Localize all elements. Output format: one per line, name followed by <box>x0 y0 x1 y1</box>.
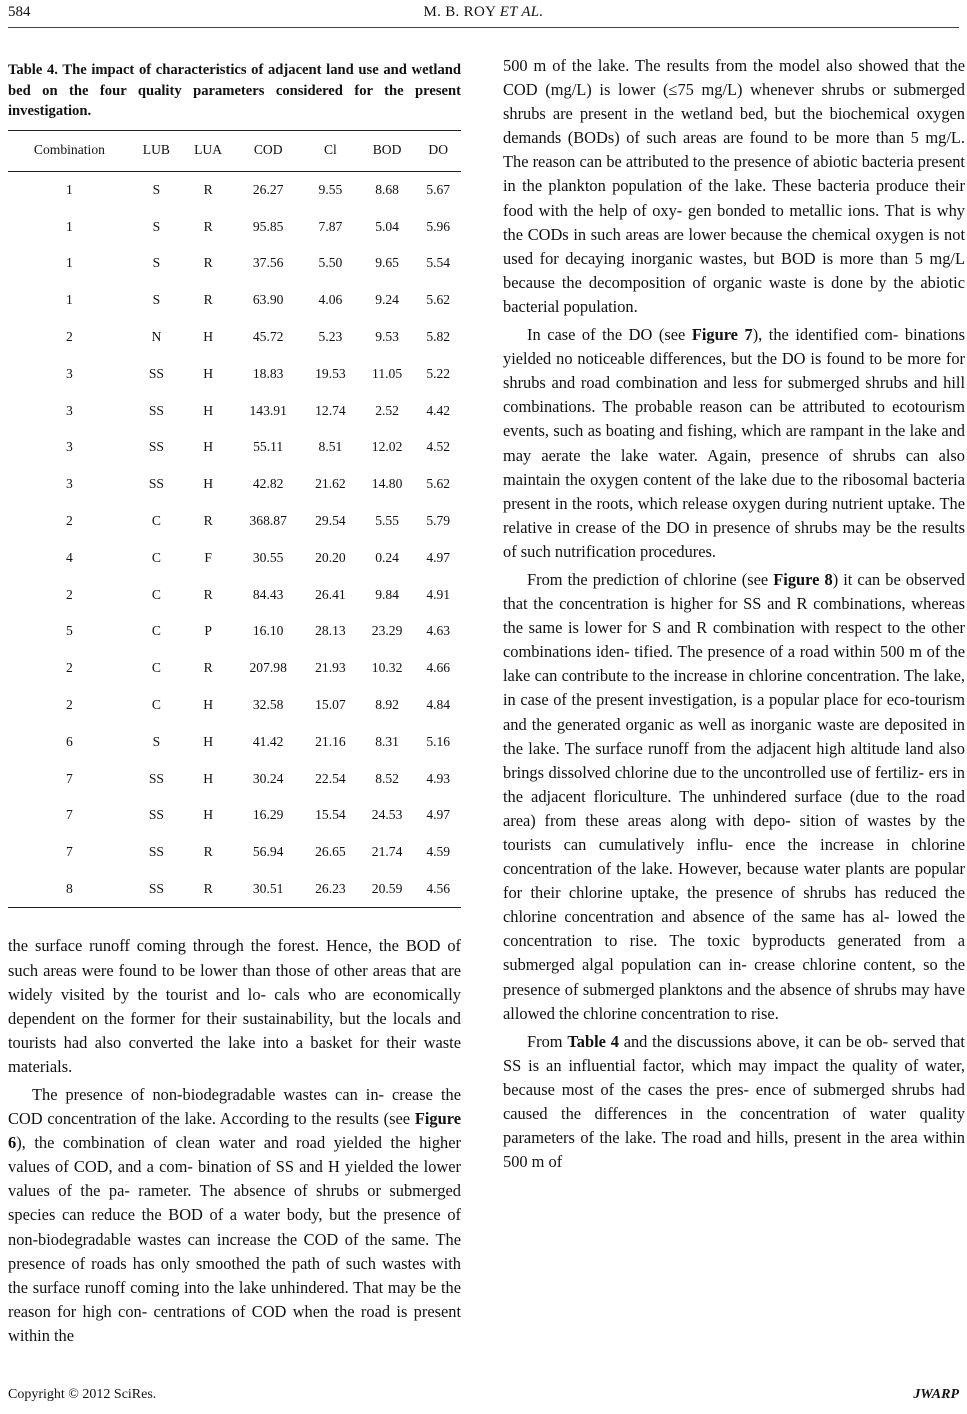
paragraph: 500 m of the lake. The results from the model also showed that the COD (mg/L) is lower (≤75 mg/L) whenever shrubs or submerged shrubs are present in the wetland bed, but the biochemical oxygen demands (BODs) of such areas are found to be more than 5 mg/L. The reason can be attributed to the presence of abiotic bacteria present in the plankton population of the lake. These bacteria produce their food with the help of oxy- gen bonded to metallic ions. That is why the CODs in such areas are lower because the chemical oxygen is not used for decaying inorganic wastes, but BOD is more than 5 mg/L because the decomposition of organic waste is done by the abiotic bacterial population. <box>503 56 965 316</box>
header-rule <box>8 27 959 28</box>
table-row <box>8 723 461 760</box>
table-cell: 7 <box>66 844 73 860</box>
table-cell: R <box>203 513 213 529</box>
table-cell: R <box>203 660 213 676</box>
figure-reference: Figure 7 <box>691 325 753 345</box>
data-table <box>8 130 461 909</box>
table-cell: H <box>203 402 214 418</box>
table-cell: 21.16 <box>315 733 346 749</box>
table-cell: 55.11 <box>253 439 284 455</box>
table-cell: 9.55 <box>318 181 343 197</box>
paragraph: the surface runoff coming through the forest. Hence, the BOD of such areas were found to be lower than those of other areas that are widely visited by the tourist and lo- cals who are economically dependent on the former for their sustainability, but the locals and tourists had also converted the lake into a basket for their waste materials. <box>8 936 461 1076</box>
table-cell: 11.05 <box>372 365 403 381</box>
table-cell: H <box>203 807 214 823</box>
table-cell: 9.53 <box>375 329 399 345</box>
right-column <box>503 54 965 1174</box>
paragraph: In case of the DO (see Figure 7), the identified com- binations yielded no noticeable differences, but the DO is found to be more for shrubs and road combination and less for submerged shrubs and hill combinations. The probable reason can be attributed to ecotourism events, such as boating and fishing, which are rampant in the lake and may aerate the lake water. Again, presence of shrubs can also maintain the oxygen content of the lake due to the ribosomal bacteria present in the roots, which release oxygen during nutrient uptake. The relative in crease of the DO in presence of shrubs may be the results of such nutrification procedures. <box>503 325 965 561</box>
table-cell: C <box>151 513 161 529</box>
table-cell: C <box>151 549 161 565</box>
table-cell: R <box>203 844 213 860</box>
table-row <box>8 834 461 871</box>
table-cell: 3 <box>66 365 73 381</box>
table-cell: 1 <box>66 181 73 197</box>
table-row <box>8 576 461 613</box>
table-cell: 26.27 <box>252 181 284 197</box>
running-head-author: M. B. ROY <box>423 4 496 20</box>
table-cell: 5.67 <box>426 181 451 197</box>
table-cell: 2 <box>66 329 73 345</box>
table-cell: 2 <box>66 660 73 676</box>
table-caption: Table 4. The impact of characteristics of adjacent land use and wetland bed on the four quality parameters considered for the present investigation. <box>8 62 461 119</box>
table-cell: N <box>151 329 162 345</box>
table-cell: SS <box>148 844 164 860</box>
table-cell: 5.62 <box>426 292 451 308</box>
table-cell: 16.29 <box>252 807 284 823</box>
table-row <box>8 429 461 466</box>
table-cell: 63.90 <box>252 292 284 308</box>
table-cell: 5.82 <box>426 329 451 345</box>
table-cell: 8.31 <box>375 733 399 749</box>
table-row <box>8 282 461 319</box>
table-cell: 9.84 <box>375 586 399 602</box>
paragraph: From Table 4 and the discussions above, it can be ob- served that SS is an influential factor, which may impact the quality of water, because most of the cases the pres- ence of submerged shrubs had caused the differences in the concentration of water quality parameters of the lake. The road and hills, present in the area within 500 m of <box>503 1031 965 1172</box>
table-cell: 3 <box>66 476 73 492</box>
copyright-footer: Copyright © 2012 SciRes. <box>8 1387 157 1402</box>
table-cell: 12.74 <box>315 402 346 418</box>
table-row <box>8 355 461 392</box>
figure-reference: Figure 6 <box>8 1109 461 1153</box>
table-cell: SS <box>148 402 164 418</box>
table-cell: 5.16 <box>426 733 451 749</box>
table-cell: 15.07 <box>315 697 346 712</box>
table-cell: 23.29 <box>371 623 403 639</box>
table-cell: 12.02 <box>371 439 403 455</box>
table-reference: Table 4 <box>567 1031 619 1051</box>
table-cell: 4.93 <box>426 770 451 786</box>
column-header: LUB <box>131 130 182 171</box>
table-cell: 9.65 <box>375 255 399 271</box>
column-header: LUA <box>182 130 234 171</box>
table-cell: 37.56 <box>252 255 284 271</box>
table-cell: 4.66 <box>426 660 451 676</box>
table-cell: 8 <box>8 871 131 908</box>
table-row <box>8 687 461 724</box>
column-header: DO <box>415 130 461 171</box>
table-cell: 8.51 <box>318 439 343 455</box>
table-cell: 56.94 <box>252 844 284 860</box>
table-cell: 1 <box>66 292 73 308</box>
table-cell: R <box>203 255 213 271</box>
table-cell: 4.06 <box>318 292 343 308</box>
table-cell: 21.74 <box>371 844 403 860</box>
table-row <box>8 245 461 282</box>
table-cell: 26.41 <box>315 586 346 602</box>
table-row <box>8 208 461 245</box>
table-cell: 18.83 <box>252 365 284 381</box>
table-row <box>8 392 461 429</box>
table-cell: C <box>151 660 161 676</box>
running-head-et-al: ET AL. <box>499 4 544 20</box>
table-cell: 5.55 <box>375 513 399 529</box>
table-cell: 9.24 <box>375 292 399 308</box>
table-cell: 45.72 <box>252 329 284 345</box>
table-cell: S <box>152 255 161 271</box>
table-cell: H <box>203 770 214 786</box>
table-cell: 16.10 <box>252 623 284 639</box>
table-cell: 4.52 <box>426 439 451 455</box>
table-cell: 21.62 <box>315 476 346 492</box>
journal-footer: JWARP <box>913 1387 959 1402</box>
table-cell: 1 <box>66 218 73 234</box>
left-body-text <box>8 934 461 1348</box>
table-cell: H <box>203 733 214 749</box>
table-cell: S <box>152 733 161 749</box>
table-cell: 8.52 <box>375 770 399 786</box>
table-row <box>8 171 461 208</box>
table-cell: 95.85 <box>252 218 284 234</box>
table-cell: 29.54 <box>315 513 346 529</box>
table-cell: 30.24 <box>252 770 284 786</box>
column-header: Combination <box>8 130 131 171</box>
table-cell: 4.42 <box>426 402 451 418</box>
column-header: BOD <box>359 130 416 171</box>
table-cell: F <box>204 549 212 565</box>
table-cell: C <box>151 623 161 639</box>
table-cell: 20.20 <box>315 549 346 565</box>
table-cell: 143.91 <box>249 402 287 418</box>
table-cell: 1 <box>66 255 73 271</box>
table-cell: 19.53 <box>315 365 346 381</box>
table-cell: SS <box>131 871 182 908</box>
table-cell: 7 <box>66 770 73 786</box>
table-cell: 26.23 <box>302 871 359 908</box>
running-head <box>0 4 967 21</box>
table-cell: 5.96 <box>426 218 451 234</box>
column-header: Cl <box>302 130 359 171</box>
table-cell: 5.50 <box>318 255 343 271</box>
table-cell: 15.54 <box>315 807 346 823</box>
table-cell: R <box>203 586 213 602</box>
table-row <box>8 466 461 503</box>
table-row <box>8 319 461 356</box>
table-cell: 5.62 <box>426 476 451 492</box>
table-row <box>8 613 461 650</box>
table-cell: 0.24 <box>375 549 399 565</box>
table-cell: 2.52 <box>375 402 399 418</box>
table-cell: S <box>152 218 161 234</box>
table-cell: 2 <box>66 697 73 712</box>
table-cell: 4 <box>66 549 73 565</box>
table-header-row <box>8 130 461 171</box>
table-cell: 10.32 <box>371 660 403 676</box>
table-cell: H <box>203 439 214 455</box>
table-cell: S <box>152 292 161 308</box>
table-cell: 24.53 <box>371 807 403 823</box>
table-cell: 5.79 <box>426 513 451 529</box>
table-cell: H <box>203 697 214 712</box>
table-cell: 7 <box>66 807 73 823</box>
table-cell: SS <box>148 439 164 455</box>
table-cell: 4.56 <box>415 871 461 908</box>
table-cell: C <box>151 586 161 602</box>
table-cell: R <box>182 871 234 908</box>
table-cell: H <box>203 329 214 345</box>
paragraph: The presence of non-biodegradable wastes can in- crease the COD concentration of the lake. According to the results (see Figure 6), the combination of clean water and road yielded the higher values of COD, and a com- bination of SS and H yielded the lower values of the pa- rameter. The absence of shrubs or submerged species can reduce the BOD of a water body, but the presence of non-biodegradable wastes can increase the COD of the same. The presence of roads has only smoothed the path of such wastes with the surface runoff coming into the lake unhindered. That may be the reason for high con- centrations of COD when the road is present within the <box>8 1085 461 1345</box>
table-cell: SS <box>148 365 164 381</box>
table-cell: C <box>151 697 161 712</box>
table-cell: 4.84 <box>426 697 451 712</box>
table-cell: R <box>203 218 213 234</box>
table-row <box>8 503 461 540</box>
table-cell: H <box>203 476 214 492</box>
table-cell: H <box>203 365 214 381</box>
table-cell: 84.43 <box>252 586 284 602</box>
table-cell: 5.04 <box>375 218 399 234</box>
table-cell: 8.68 <box>375 181 399 197</box>
table-cell: 30.51 <box>234 871 302 908</box>
table-cell: 368.87 <box>249 513 287 529</box>
table-cell: 5.23 <box>318 329 343 345</box>
figure-reference: Figure 8 <box>773 569 833 589</box>
table-cell: SS <box>148 807 164 823</box>
table-cell: 7.87 <box>318 218 343 234</box>
table-cell: 5 <box>66 623 73 639</box>
table-cell: 4.97 <box>426 807 451 823</box>
table-cell: 14.80 <box>371 476 403 492</box>
table-cell: 3 <box>66 439 73 455</box>
table-row <box>8 650 461 687</box>
table-body <box>8 171 461 908</box>
table-cell: 42.82 <box>252 476 284 492</box>
table-cell: 4.63 <box>426 623 451 639</box>
table-cell: 28.13 <box>315 623 346 639</box>
table-cell: 2 <box>66 586 73 602</box>
table-cell: 3 <box>66 402 73 418</box>
table-cell: 22.54 <box>315 770 346 786</box>
table-cell: 4.59 <box>426 844 451 860</box>
table-row <box>8 760 461 797</box>
table-cell: 4.97 <box>426 549 451 565</box>
left-column <box>8 54 461 1348</box>
table-row <box>8 871 461 908</box>
table-cell: 5.54 <box>426 255 451 271</box>
table-cell: 26.65 <box>315 844 346 860</box>
table-row <box>8 797 461 834</box>
table-cell: 5.22 <box>426 365 451 381</box>
table-row <box>8 539 461 576</box>
table-cell: P <box>204 623 212 639</box>
table-cell: S <box>152 181 161 197</box>
table-cell: 207.98 <box>249 660 287 676</box>
column-header: COD <box>234 130 302 171</box>
table-cell: SS <box>148 476 164 492</box>
table-cell: 6 <box>66 733 73 749</box>
table-cell: 32.58 <box>252 697 284 712</box>
table-cell: 30.55 <box>252 549 284 565</box>
table-cell: 8.92 <box>375 697 399 712</box>
page-number: 584 <box>8 4 31 20</box>
table-cell: R <box>203 181 213 197</box>
paragraph: From the prediction of chlorine (see Figure 8) it can be observed that the concentration is higher for SS and R combinations, whereas the same is lower for S and R combination with respect to the other combinations iden- tified. The presence of a road within 500 m of the lake can contribute to the increase in chlorine concentration. The lake, in case of the present investigation, is a popular place for eco-tourism and the generated organic as well as inorganic waste are deposited in the lake. The surface runoff from the adjacent high altitude land also brings dissolved chlorine due to the uncontrolled use of fertiliz- ers in the adjacent floriculture. The unhindered surface (due to the road area) from these areas along with depo- sition of wastes by the tourists can cumulatively influ- ence the increase in chlorine concentration of the lake. However, because water plants are popular for their chlorine uptake, the presence of shrubs has reduced the chlorine concentration and absence of the same has al- lowed the concentration to rise. The toxic byproducts generated from a submerged algal population can in- crease chlorine content, so the presence of submerged planktons and the absence of shrubs may have allowed the chlorine concentration to rise. <box>503 569 965 1023</box>
table-cell: 21.93 <box>315 660 346 676</box>
table-cell: R <box>203 292 213 308</box>
table-cell: 20.59 <box>359 871 416 908</box>
table-cell: 4.91 <box>426 586 451 602</box>
table-cell: 41.42 <box>252 733 284 749</box>
table-cell: SS <box>148 770 164 786</box>
table-cell: 2 <box>66 513 73 529</box>
